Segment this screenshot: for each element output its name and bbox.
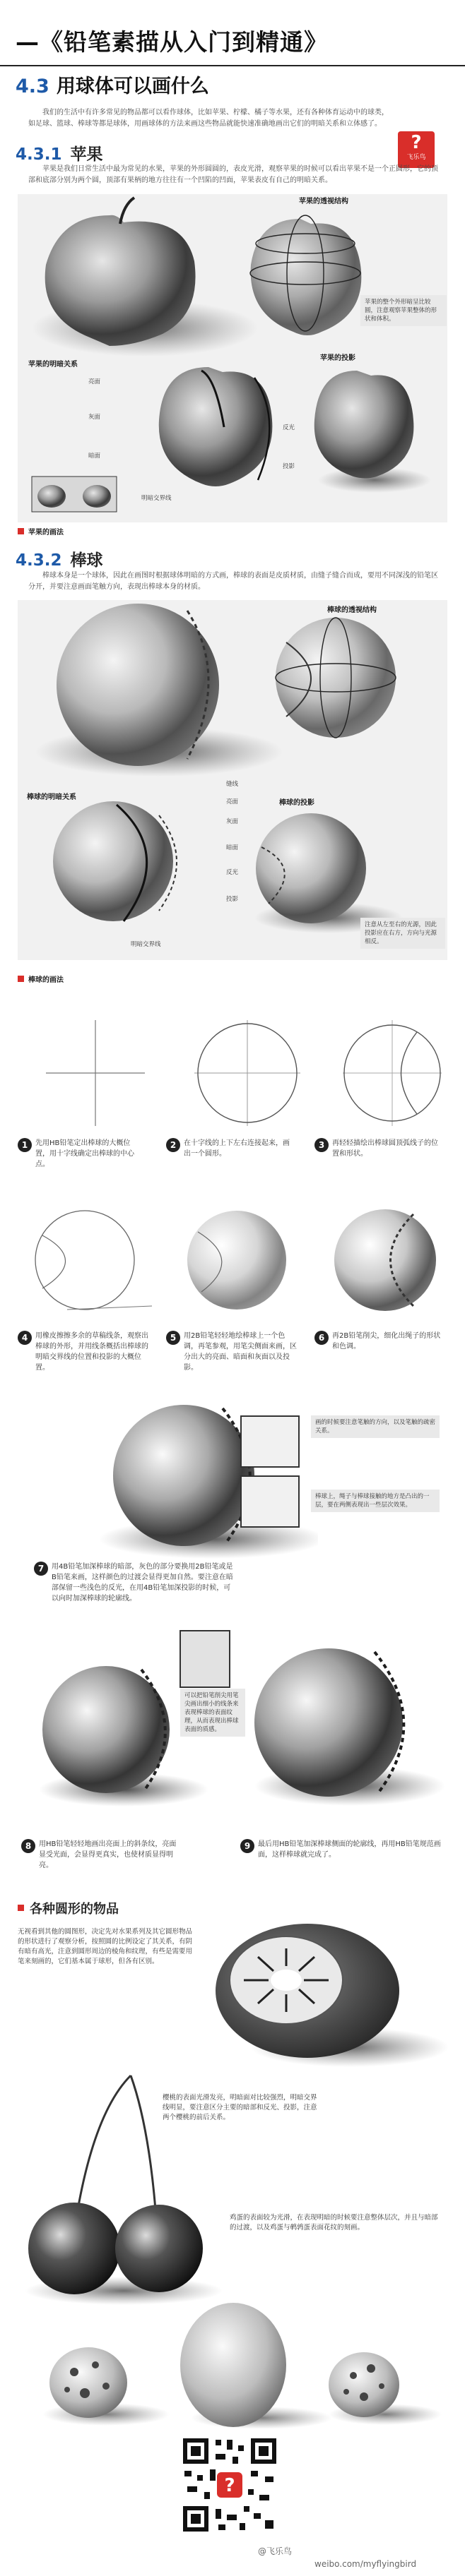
baseball-heading-number: 4.3.2 bbox=[16, 551, 62, 570]
qr-code-icon bbox=[180, 2436, 279, 2534]
step-9-number: 9 bbox=[240, 1839, 254, 1853]
header-divider bbox=[0, 65, 465, 66]
step4-seam bbox=[42, 1235, 66, 1288]
step-5-text: 用2B铅笔轻轻地绘棒球上一个色调，再笔参观，用笔尖侧面来画，区分出大的亮面、暗面和灰面以及投影。 bbox=[184, 1332, 297, 1372]
baseball-tone-label-3: 灰面 bbox=[226, 818, 239, 825]
baseball-steps-row2-sketches bbox=[18, 1193, 447, 1327]
apple-heading-text: 苹果 bbox=[70, 145, 103, 164]
step-5-number: 5 bbox=[166, 1331, 180, 1345]
apple-tone-label-1: 亮面 bbox=[88, 378, 101, 385]
baseball-tone-label-4: 暗面 bbox=[226, 844, 239, 851]
baseball-shading-label: 棒球的明暗关系 bbox=[27, 793, 76, 801]
step-1-number: 1 bbox=[18, 1138, 32, 1152]
apple-tone-label-3: 暗面 bbox=[88, 453, 101, 460]
round-section-marker-icon bbox=[18, 1905, 24, 1911]
apple-tone-label-2: 灰面 bbox=[88, 414, 101, 421]
step8-note: 可以把铅笔削尖用笔尖画出细小的线条来表现棒球的表面纹理，从而表现出棒球表面的质感。 bbox=[180, 1689, 245, 1737]
step9-ball bbox=[254, 1648, 403, 1797]
apple-illustrations bbox=[18, 194, 447, 522]
apple-method-label: 苹果的画法 bbox=[28, 529, 64, 537]
step-3-text: 再轻轻描绘出棒球圆顶弧线子的位置和形状。 bbox=[332, 1139, 438, 1158]
book-title: —《铅笔素描从入门到精通》 bbox=[16, 28, 328, 56]
weibo-brand: @飞乐鸟 bbox=[258, 2546, 293, 2556]
apple-tone-label-6: 明暗交界线 bbox=[141, 495, 172, 502]
eggs-drawing bbox=[18, 2294, 447, 2428]
baseball-structure-label: 棒球的透视结构 bbox=[327, 606, 377, 614]
cherry-stem-left bbox=[78, 2075, 131, 2210]
baseball-tone-label-5: 反光 bbox=[226, 869, 239, 876]
round-section-title: 各种圆形的物品 bbox=[30, 1902, 119, 1917]
logo-mark-icon: ? bbox=[411, 132, 422, 153]
apple-illustration-panel bbox=[18, 194, 447, 522]
baseball-tone-label-1: 缝线 bbox=[226, 781, 239, 788]
baseball-heading bbox=[16, 547, 103, 570]
apple-structure-note: 苹果的整个外形暗呈比较圆，注意观察苹果整体的形状和体积。 bbox=[360, 295, 447, 326]
round-text-2: 樱桃的表面光滑发亮，明暗面对比较强烈，明暗交界线明显，要注意区分主要的暗部和反光、投影，注意两个樱桃的前后关系。 bbox=[163, 2094, 317, 2121]
baseball-structure-drawing bbox=[276, 618, 396, 738]
apple-tone-label-5: 投影 bbox=[283, 463, 295, 470]
apple-structure-drawing bbox=[251, 219, 362, 335]
svg-text:?: ? bbox=[224, 2475, 235, 2496]
apple-shading-label: 苹果的明暗关系 bbox=[28, 361, 78, 369]
weibo-url[interactable]: weibo.com/myflyingbird bbox=[314, 2559, 417, 2569]
cherry-right bbox=[115, 2205, 203, 2292]
step-6-number: 6 bbox=[314, 1331, 329, 1345]
apple-heading bbox=[16, 141, 103, 164]
baseball-paragraph: 棒球本身是一个球体，因此在画图时根据球体明暗的方式画，棒球的表面是皮质材质，由缝子缝合而成，要用不同深浅的铅笔区分开，并要注意画面笔触方向，表现出棒球本身的材质。 bbox=[28, 572, 438, 591]
apple-tone-label-4: 反光 bbox=[283, 424, 295, 431]
apple-shading-drawing bbox=[159, 367, 273, 486]
baseball-shadow-drawing bbox=[256, 813, 366, 923]
step-9-text: 最后用HB铅笔加深棒球侧面的轮廓线，再用HB铅笔规范画面，这样棒球就完成了。 bbox=[258, 1840, 441, 1859]
baseball-heading-text: 棒球 bbox=[70, 551, 103, 570]
step-7-number: 7 bbox=[34, 1562, 48, 1576]
cherries-drawing bbox=[18, 2068, 223, 2308]
step5-ball bbox=[187, 1211, 286, 1310]
step-4-text: 用橡皮擦擦多余的草稿线条，观察出棒球的外形，并用线条概括出棒球的明暗交界线的位置和投影的大概位置。 bbox=[35, 1332, 148, 1372]
step6-ball bbox=[334, 1209, 436, 1311]
baseball-method-label: 棒球的画法 bbox=[28, 976, 64, 984]
section-number: 4.3 bbox=[16, 76, 49, 97]
step7-detail-1 bbox=[240, 1415, 300, 1468]
publisher-logo bbox=[398, 131, 435, 168]
step-7-text: 用4B铅笔加深棒球的暗部，灰色的部分要换用2B铅笔或是B铅笔来画，这样颜色的过渡会显得更加自然。要注意在暗部保留一些浅色的反光，在用4B铅笔加深投影的时候，可以向时加深棒球的轮廓线。 bbox=[52, 1563, 233, 1602]
logo-text: 飞乐鸟 bbox=[406, 154, 426, 161]
apple-inset-left bbox=[37, 485, 66, 508]
step-1-text: 先用HB铅笔定出棒球的大概位置，用十字线确定出棒球的中心点。 bbox=[35, 1139, 134, 1168]
step8-detail-box bbox=[180, 1631, 230, 1687]
apple-inset-right bbox=[83, 485, 111, 508]
section-title-text: 用球体可以画什么 bbox=[56, 76, 209, 97]
step7-ball bbox=[113, 1405, 254, 1546]
intro-paragraph: 我们的生活中有许多常见的物品都可以看作球体，比如苹果、柠檬、橘子等水果，还有各种体育运动中的球类，如足球、篮球、棒球等都是球体，用画球体的方法来画这些物品就能快速准确地画出它们的明暗关系和立体感了。 bbox=[28, 109, 389, 128]
section-title bbox=[16, 71, 209, 98]
step-2-text: 在十字线的上下左右连接起来，画出一个圆形。 bbox=[184, 1139, 290, 1158]
quail-egg-right bbox=[329, 2352, 399, 2417]
baseball-shading-drawing bbox=[53, 801, 173, 921]
baseball-tone-label-2: 亮面 bbox=[226, 798, 239, 805]
apple-shadow-drawing bbox=[314, 371, 414, 479]
baseball-shadow-note: 注意从左至右的光源，因此投影应在右方，方向与光源相反。 bbox=[360, 918, 445, 949]
apple-structure-label: 苹果的透视结构 bbox=[299, 198, 348, 205]
apple-paragraph: 苹果是我们日常生活中最为常见的水果，苹果的外形圆圆的，表皮光滑，观察苹果的时候可以看出苹果不是一个正圆形，它的顶部和底部分别为两个圆，顶部有果柄的地方往往有一个凹陷的凹面，苹果表皮有自己的明暗关系。 bbox=[28, 165, 438, 184]
kiwi-drawing bbox=[201, 1906, 449, 2075]
baseball-method-marker-icon bbox=[18, 976, 24, 982]
apple-shadow-label: 苹果的投影 bbox=[320, 354, 355, 362]
baseball-tone-label-6: 投影 bbox=[226, 896, 239, 903]
apple-heading-number: 4.3.1 bbox=[16, 145, 62, 164]
step-6-text: 再2B铅笔削尖，细化出绳子的形状和色调。 bbox=[332, 1332, 441, 1350]
step-8-text: 用HB铅笔轻轻地画出亮面上的斜条纹，亮面显受光面，会显得更真实，也使材质显得明亮。 bbox=[39, 1840, 177, 1869]
step7-detail-2 bbox=[240, 1475, 300, 1528]
baseball-tone-label-7: 明暗交界线 bbox=[131, 941, 161, 948]
step7-note-1: 画的时候要注意笔触的方向，以及笔触的疏密关系。 bbox=[311, 1415, 440, 1438]
step-3-number: 3 bbox=[314, 1138, 329, 1152]
baseball-drawing-large bbox=[57, 604, 219, 766]
step4-circle bbox=[35, 1211, 134, 1310]
round-text-1: 无视看到其他的圆图形，决定先对水果系列及其它圆形物品的形状进行了观察分析，按照圆的比例设定了其关系，有阴有暗有高光，注意到圆形周边的棱角和纹理，有些是需要用笔来刻画的，它们基本属于球形，但各有区别。 bbox=[18, 1928, 193, 1965]
baseball-steps-row1-sketches bbox=[18, 995, 447, 1137]
quail-egg-left bbox=[49, 2347, 127, 2418]
baseball-shadow-label: 棒球的投影 bbox=[279, 799, 314, 807]
step-4-number: 4 bbox=[18, 1331, 32, 1345]
step-2-number: 2 bbox=[166, 1138, 180, 1152]
cherry-stem-right bbox=[131, 2075, 155, 2210]
apple-stem bbox=[120, 198, 134, 224]
apple-method-marker-icon bbox=[18, 528, 24, 534]
step-8-number: 8 bbox=[21, 1839, 35, 1853]
step7-note-2: 棒球上，绳子与棒球接触的地方是凸出的一层，要在两侧表现出一些层次效果。 bbox=[311, 1490, 440, 1512]
step4-shadow-line bbox=[67, 1306, 152, 1310]
cherry-left bbox=[28, 2203, 120, 2294]
kiwi-core bbox=[271, 1970, 302, 1991]
round-text-3: 鸡蛋的表面较为光滑，在表现明暗的时候要注意整体层次，并且与暗部的过渡，以及鸡蛋与鹌鹑蛋表面花纹的刻画。 bbox=[230, 2214, 438, 2231]
chicken-egg bbox=[180, 2303, 286, 2427]
